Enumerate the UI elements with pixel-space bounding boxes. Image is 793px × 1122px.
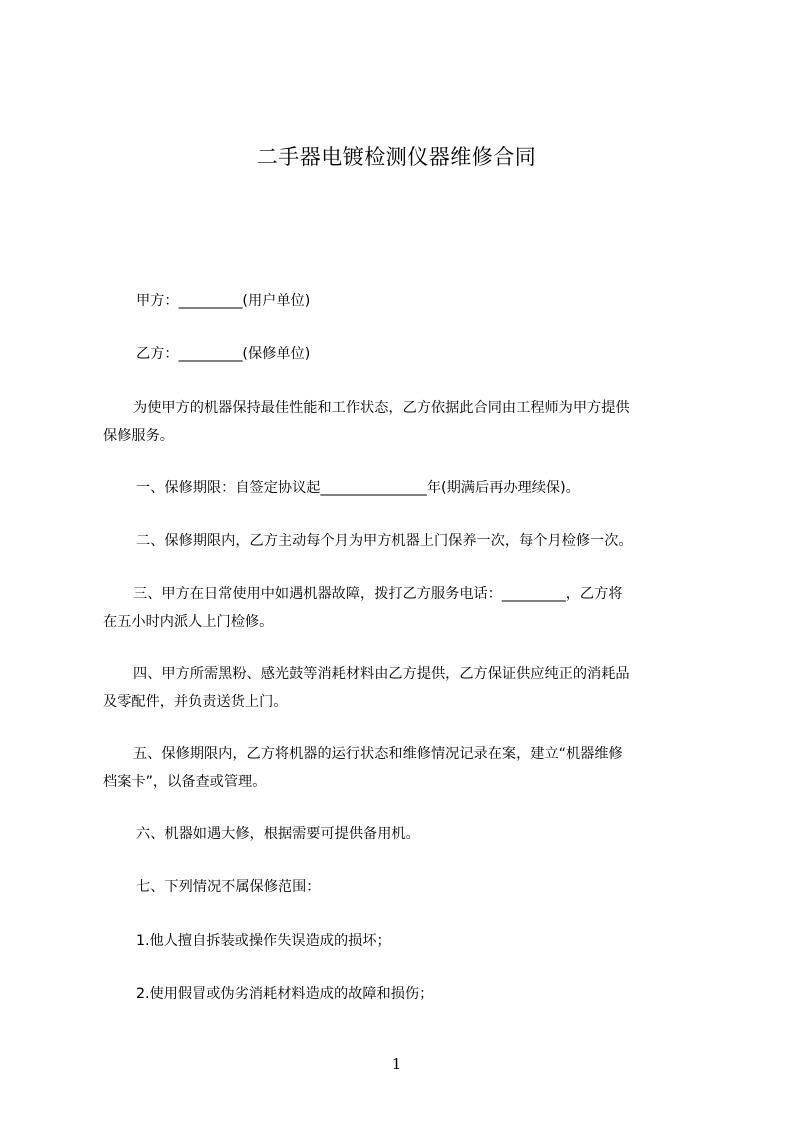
clause-4 (103, 660, 707, 716)
clause-3-line-1: 三、甲方在日常使用中如遇机器故障，拨打乙方服务电话：_________，乙方将 (133, 586, 623, 602)
page-number: 1 (391, 1055, 402, 1073)
clause-5-line-1: 五、保修期限内，乙方将机器的运行状态和维修情况记录在案，建立“机器维修 (133, 746, 623, 762)
intro-paragraph (103, 394, 707, 450)
clause-1 (103, 474, 707, 502)
clause-3 (103, 580, 707, 636)
party-a-line (103, 287, 707, 315)
clause-7-text: 七、下列情况不属保修范围： (136, 879, 321, 895)
clause-5-line-2: 档案卡”，以备查或管理。 (103, 774, 267, 790)
document-title: 二手器电镀检测仪器维修合同 (256, 145, 537, 169)
intro-line-1: 为使甲方的机器保持最佳性能和工作状态，乙方依据此合同由工程师为甲方提供 (133, 400, 630, 416)
party-b-line (103, 340, 707, 368)
list-item-2-text: 2.使用假冒或伪劣消耗材料造成的故障和损伤； (136, 986, 434, 1002)
clause-3-line-2: 在五小时内派人上门检修。 (103, 614, 274, 630)
clause-1-text: 一、保修期限：自签定协议起_______________年(期满后再办理续保)。 (136, 480, 580, 496)
clause-4-line-2: 及零配件，并负责送货上门。 (103, 694, 288, 710)
clause-6 (103, 820, 707, 848)
list-item-1 (103, 927, 707, 955)
list-item-1-text: 1.他人擅自拆装或操作失误造成的损坏； (136, 933, 391, 949)
clause-2 (103, 527, 707, 555)
intro-line-2: 保修服务。 (103, 428, 174, 444)
clause-7 (103, 873, 707, 901)
party-b-text: 乙方：_________(保修单位) (136, 346, 311, 362)
list-item-2 (103, 980, 707, 1008)
clause-5 (103, 740, 707, 796)
clause-4-line-1: 四、甲方所需黑粉、感光鼓等消耗材料由乙方提供，乙方保证供应纯正的消耗品 (133, 666, 630, 682)
clause-6-text: 六、机器如遇大修，根据需要可提供备用机。 (136, 826, 420, 842)
clause-2-text: 二、保修期限内，乙方主动每个月为甲方机器上门保养一次，每个月检修一次。 (136, 533, 633, 549)
party-a-text: 甲方：_________(用户单位) (136, 293, 311, 309)
